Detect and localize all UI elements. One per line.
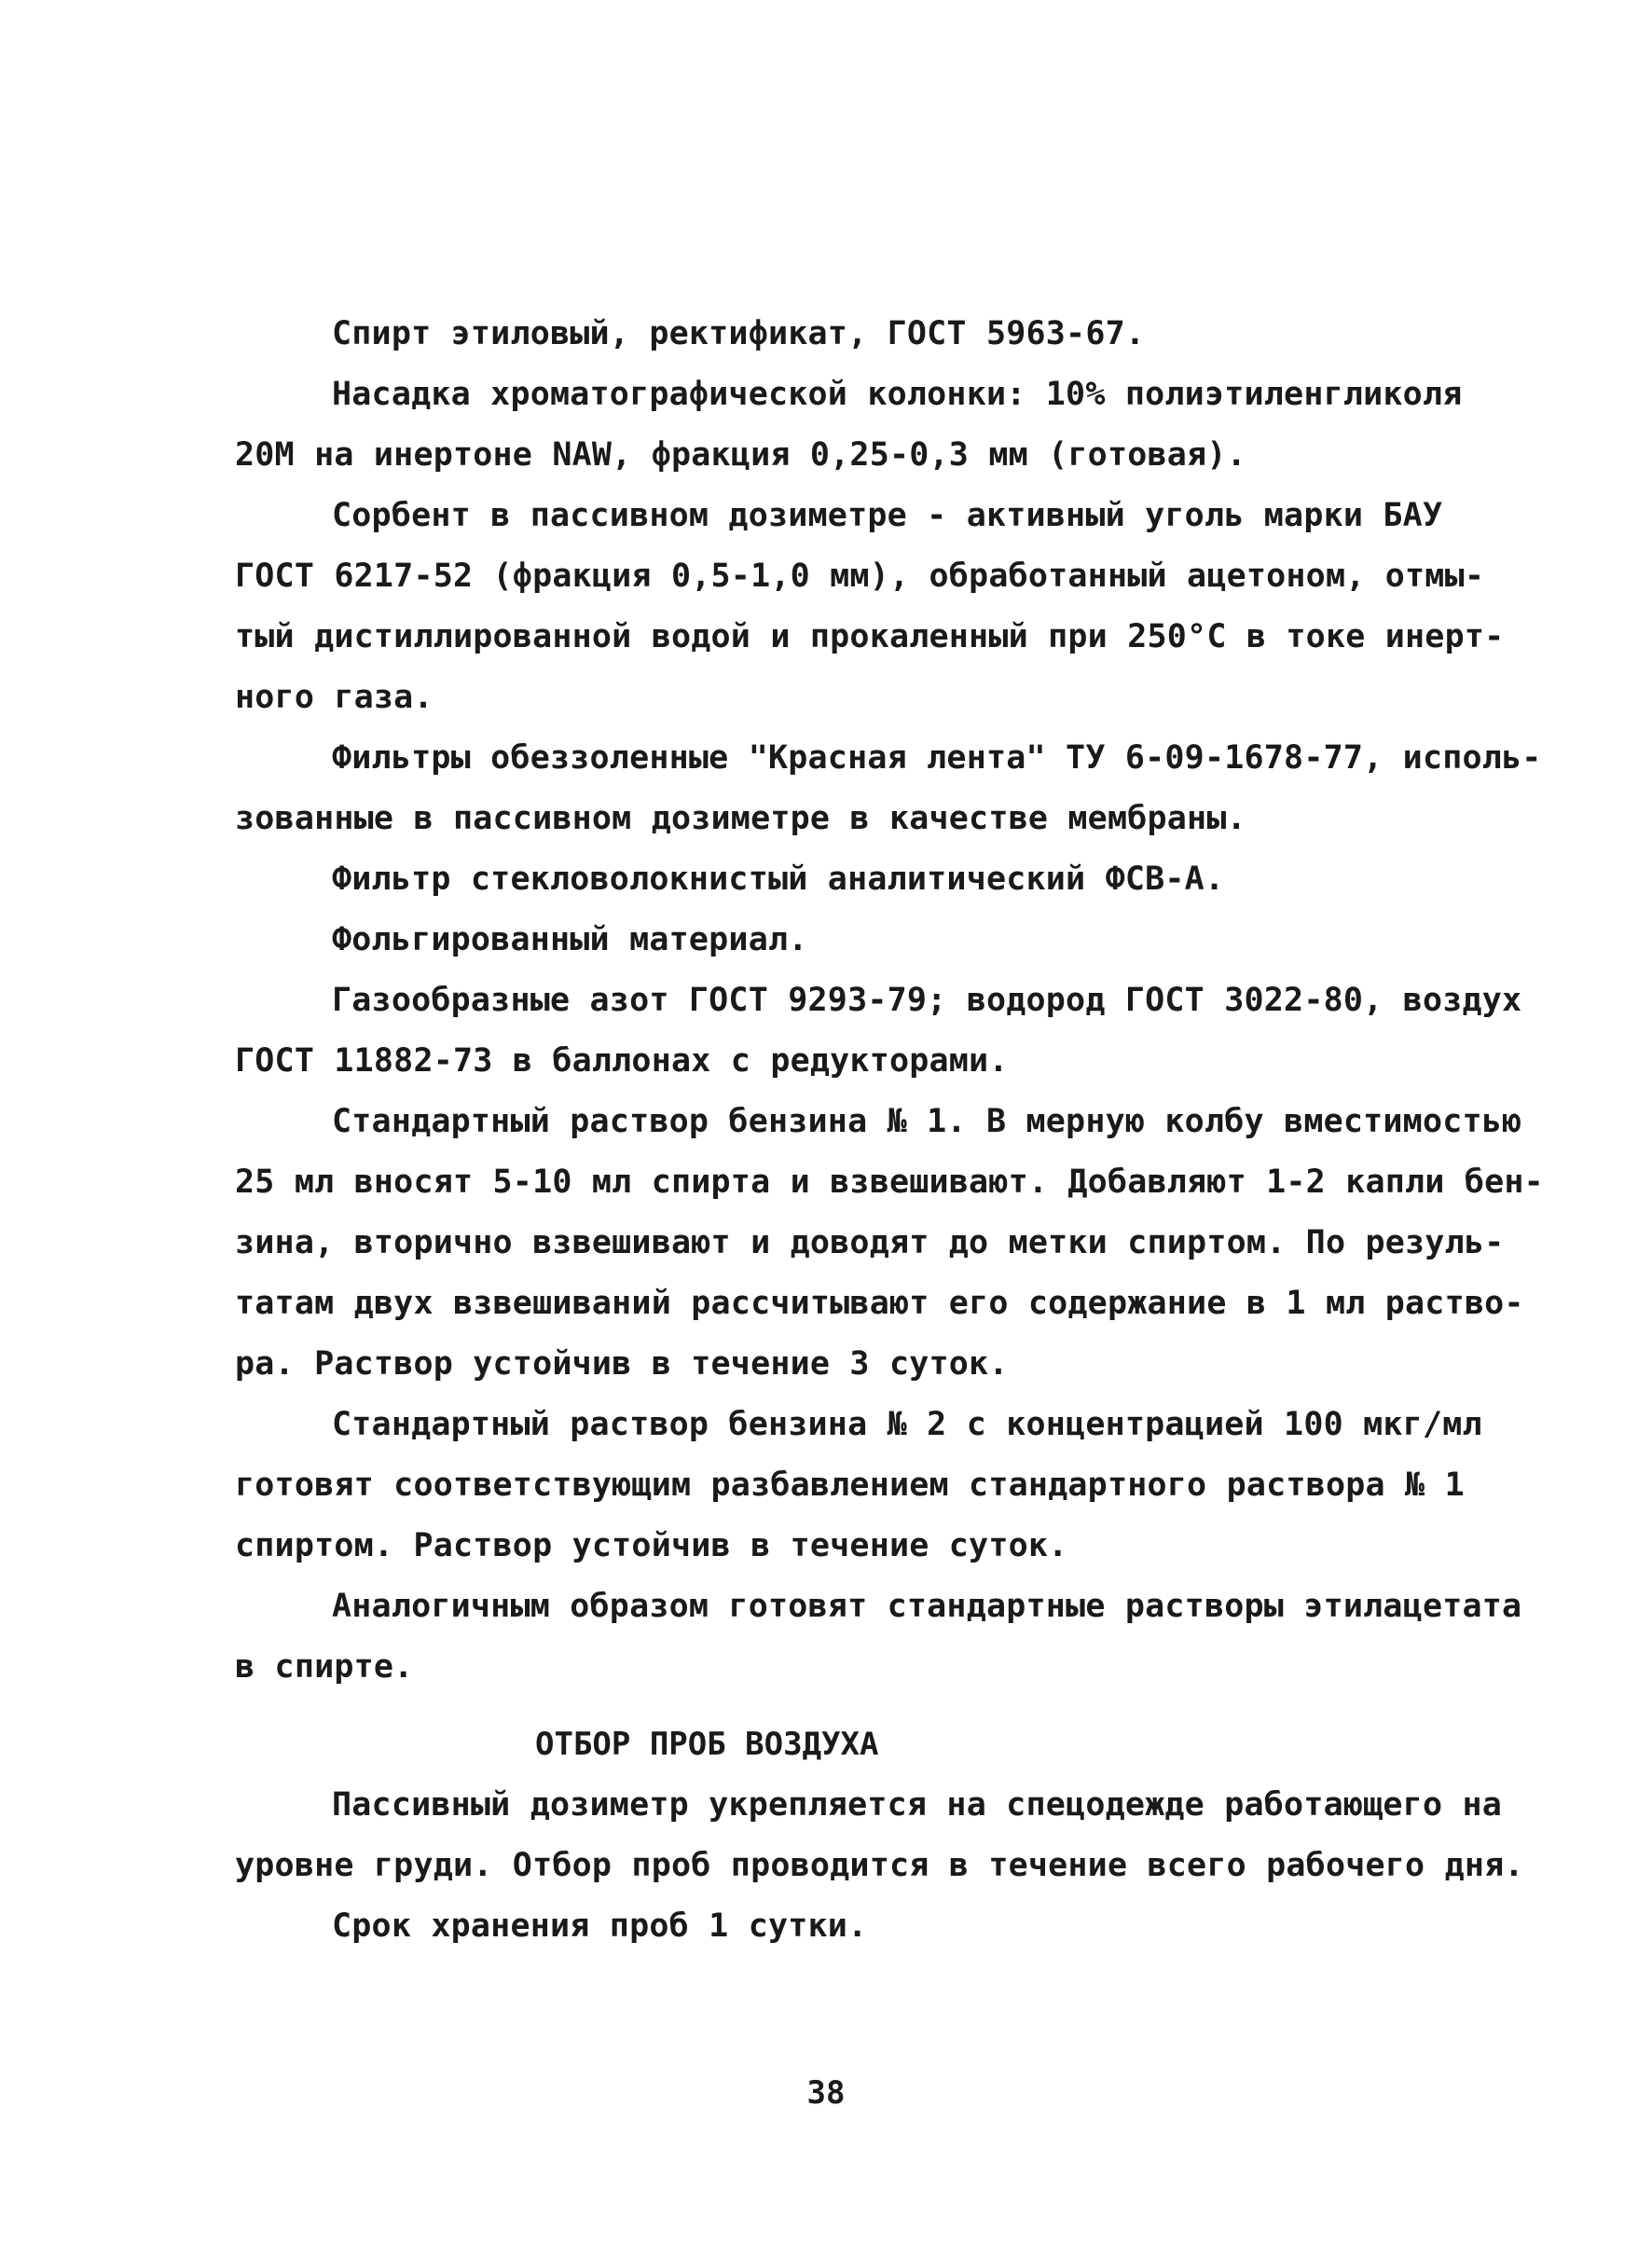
- text-line: готовят соответствующим разбавлением стандартного раствора № 1: [235, 1466, 1465, 1504]
- text-line: Спирт этиловый, ректификат, ГОСТ 5963-67.: [332, 315, 1146, 352]
- paragraph-filters: [235, 728, 1542, 849]
- paragraph-sorbent: [235, 486, 1505, 728]
- paragraph-gases: [235, 971, 1522, 1092]
- text-line: татам двух взвешиваний рассчитывают его содержание в 1 мл раство-: [235, 1285, 1524, 1322]
- text-line: тый дистиллированной водой и прокаленный при 250°С в токе инерт-: [235, 618, 1505, 655]
- paragraph-column-packing: [235, 365, 1466, 486]
- text-line: зованные в пассивном дозиметре в качестве мембраны.: [235, 800, 1246, 837]
- text-line: уровне груди. Отбор проб проводится в течение всего рабочего дня.: [235, 1847, 1524, 1884]
- paragraph-storage: [235, 1896, 1466, 1957]
- paragraph-standard-solution-2: [235, 1395, 1482, 1576]
- section-heading: ОТБОР ПРОБ ВОЗДУХА: [535, 1726, 879, 1763]
- text-line: зина, вторично взвешивают и доводят до метки спиртом. По резуль-: [235, 1224, 1505, 1261]
- text-line: ГОСТ 11882-73 в баллонах с редукторами.: [235, 1042, 1009, 1080]
- paragraph-glass-filter: [235, 849, 1466, 910]
- body-text: [235, 304, 1544, 1957]
- text-line: в спирте.: [235, 1648, 414, 1686]
- text-line: Фильтры обеззоленные "Красная лента" ТУ 6-09-1678-77, исполь-: [332, 739, 1542, 777]
- text-line: ГОСТ 6217-52 (фракция 0,5-1,0 мм), обработанный ацетоном, отмы-: [235, 558, 1485, 595]
- text-line: Фольгированный материал.: [332, 921, 808, 958]
- text-line: Сорбент в пассивном дозиметре - активный уголь марки БАУ: [332, 497, 1443, 534]
- text-line: Срок хранения проб 1 сутки.: [332, 1907, 868, 1945]
- text-line: спиртом. Раствор устойчив в течение суток.: [235, 1527, 1068, 1564]
- text-line: Фильтр стекловолокнистый аналитический ФСВ-А.: [332, 861, 1225, 898]
- paragraph-dosimeter-placement: [235, 1775, 1524, 1896]
- text-line: ного газа.: [235, 679, 434, 716]
- text-line: 20М на инертоне NAW, фракция 0,25-0,3 мм (готовая).: [235, 436, 1246, 474]
- paragraph-ethyl-acetate: [235, 1576, 1522, 1698]
- text-line: Стандартный раствор бензина № 2 с концентрацией 100 мкг/мл: [332, 1406, 1482, 1443]
- text-line: Насадка хроматографической колонки: 10% полиэтиленгликоля: [332, 376, 1463, 413]
- page-number: 38: [806, 2074, 846, 2112]
- paragraph-foil: [235, 910, 1466, 971]
- text-line: 25 мл вносят 5-10 мл спирта и взвешивают. Добавляют 1-2 капли бен-: [235, 1163, 1544, 1201]
- text-line: Газообразные азот ГОСТ 9293-79; водород ГОСТ 3022-80, воздух: [332, 982, 1522, 1019]
- text-line: Стандартный раствор бензина № 1. В мерную колбу вместимостью: [332, 1103, 1522, 1140]
- paragraph-standard-solution-1: [235, 1092, 1544, 1395]
- paragraph-ethanol: [235, 304, 1466, 365]
- text-line: Аналогичным образом готовят стандартные растворы этилацетата: [332, 1588, 1522, 1625]
- text-line: Пассивный дозиметр укрепляется на спецодежде работающего на: [332, 1786, 1503, 1824]
- text-line: ра. Раствор устойчив в течение 3 суток.: [235, 1345, 1009, 1383]
